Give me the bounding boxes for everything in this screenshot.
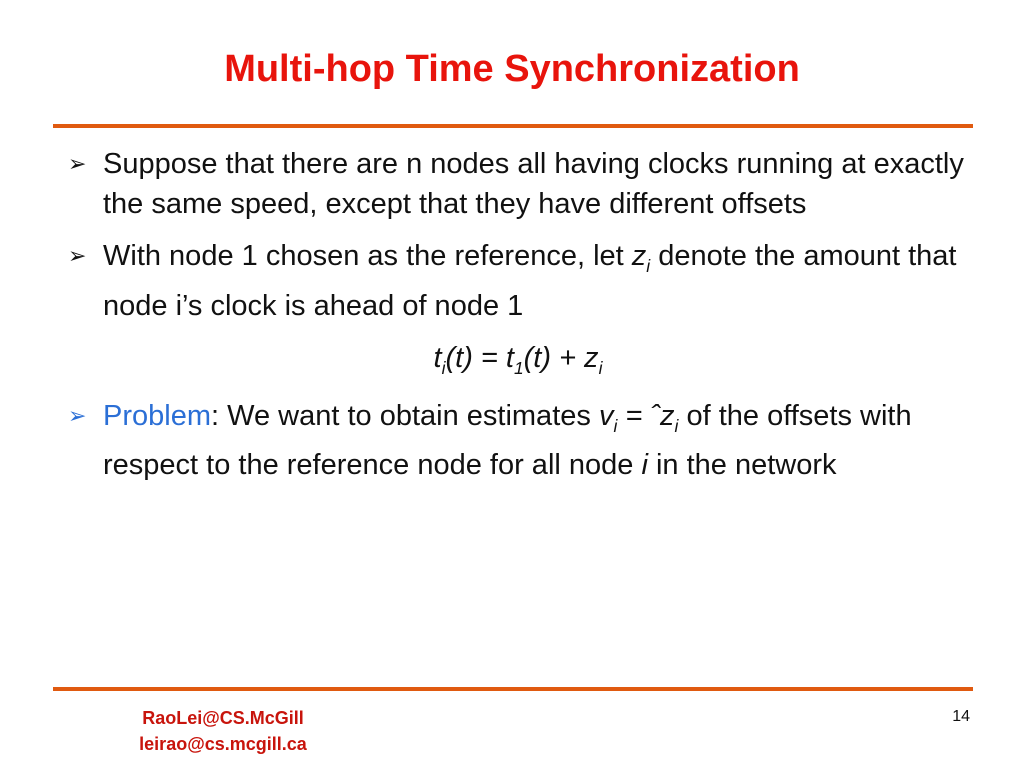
bullet-text-part: denote the amount that node i’s clock is ahead of node 1 [103, 240, 957, 322]
bullet-text-part: : We want to obtain estimates [211, 399, 599, 432]
footer-line-2: leirao@cs.mcgill.ca [139, 734, 307, 754]
bullet-item [68, 396, 968, 486]
arrow-bullet-icon: ➢ [68, 243, 87, 268]
subscript-i: i [646, 255, 651, 276]
estimate-expr: = ˆz [617, 399, 675, 432]
bottom-divider [53, 687, 973, 691]
slide-content [68, 144, 968, 497]
subscript-i: i [674, 415, 679, 436]
eq-part: t [433, 341, 442, 374]
eq-sub: i [598, 357, 603, 378]
eq-sub: 1 [513, 357, 524, 378]
variable-z: z [631, 240, 647, 272]
bullet-text-part: With node 1 chosen as the reference, let [103, 240, 632, 272]
eq-part: (t) + z [523, 341, 599, 374]
bullet-text [103, 400, 912, 482]
subscript-i: i [613, 415, 618, 436]
equation [68, 338, 968, 388]
bullet-text-part: of the offsets with respect to the reference node for all node [103, 399, 912, 482]
variable-i: i [641, 449, 648, 482]
bullet-text-part: in the network [647, 449, 837, 482]
eq-sub: i [441, 357, 446, 378]
footer-author [113, 705, 333, 757]
problem-label: Problem [103, 399, 211, 432]
arrow-bullet-icon: ➢ [68, 151, 87, 176]
page-number: 14 [952, 708, 970, 725]
slide-title: Multi-hop Time Synchronization [224, 48, 800, 90]
bullet-item [68, 144, 968, 224]
arrow-bullet-icon: ➢ [68, 402, 87, 428]
eq-part: (t) = t [445, 341, 514, 374]
bullet-item [68, 236, 968, 326]
bullet-text: Suppose that there are n nodes all having clocks running at exactly the same speed, except that they have different offsets [103, 148, 964, 220]
bullet-text [103, 240, 956, 322]
variable-v: v [598, 399, 614, 432]
footer-line-1: RaoLei@CS.McGill [142, 708, 304, 728]
top-divider [53, 124, 973, 128]
